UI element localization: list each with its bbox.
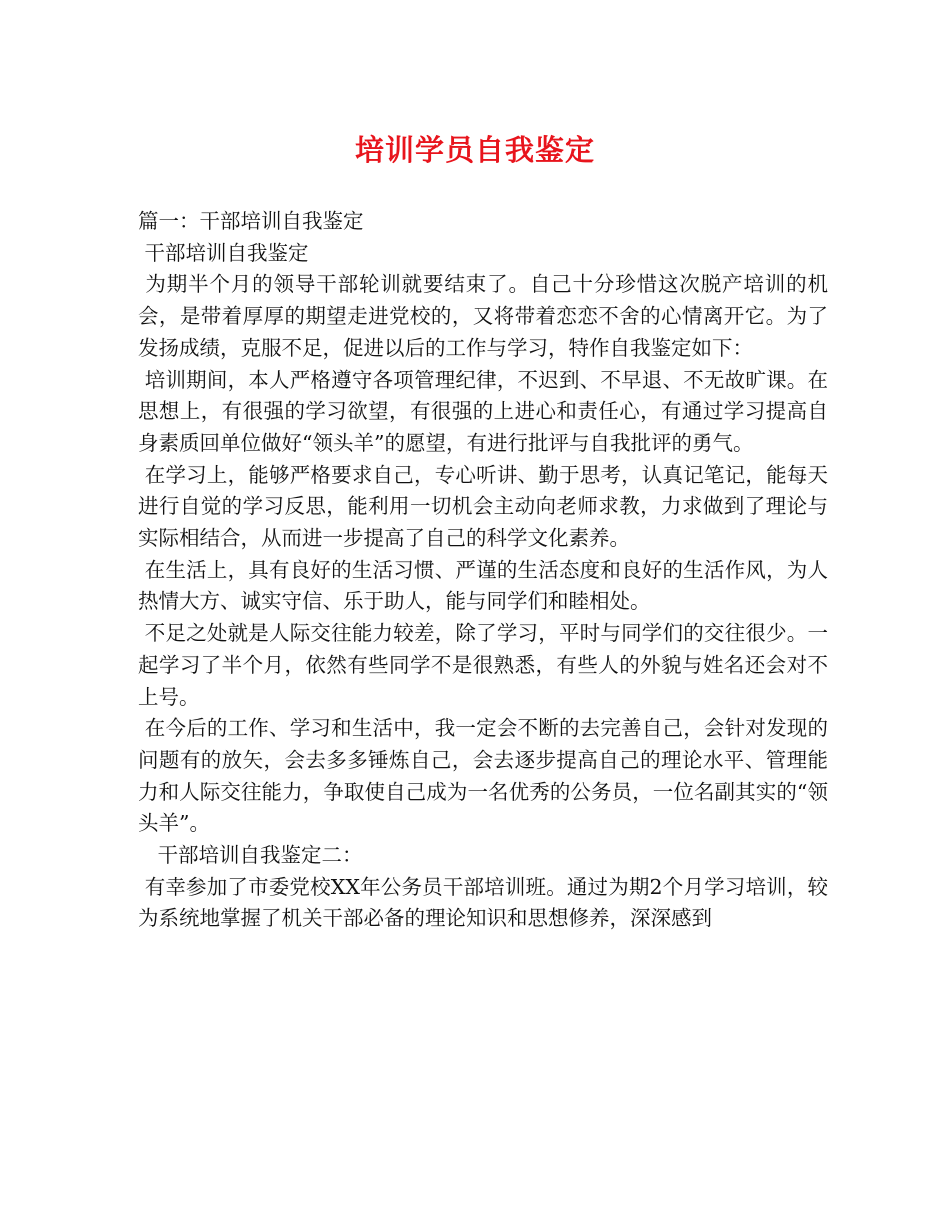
paragraph: 培训期间，本人严格遵守各项管理纪律，不迟到、不早退、不无故旷课。在思想上，有很强的学习欲望，有很强的上进心和责任心，有通过学习提高自身素质回单位做好“领头羊”的愿望，有进行批评与自我批评的勇气。 <box>138 367 828 455</box>
document-title: 培训学员自我鉴定 <box>354 133 595 167</box>
paragraph: 为期半个月的领导干部轮训就要结束了。自己十分珍惜这次脱产培训的机会，是带着厚厚的期望走进党校的，又将带着恋恋不舍的心情离开它。为了发扬成绩，克服不足，促进以后的工作与学习，特作自我鉴定如下： <box>138 272 828 360</box>
document-body <box>138 206 828 935</box>
paragraph: 在生活上，具有良好的生活习惯、严谨的生活态度和良好的生活作风，为人热情大方、诚实守信、乐于助人，能与同学们和睦相处。 <box>138 557 828 614</box>
sub-heading: 干部培训自我鉴定 <box>138 240 309 265</box>
paragraph: 在今后的工作、学习和生活中，我一定会不断的去完善自己，会针对发现的问题有的放矢，会去多多锤炼自己，会去逐步提高自己的理论水平、管理能力和人际交往能力，争取使自己成为一名优秀的公务员，一位名副其实的“领头羊”。 <box>138 716 828 836</box>
paragraph: 不足之处就是人际交往能力较差，除了学习，平时与同学们的交往很少。一起学习了半个月，依然有些同学不是很熟悉，有些人的外貌与姓名还会对不上号。 <box>138 621 828 709</box>
section-heading: 篇一：干部培训自我鉴定 <box>138 209 364 233</box>
paragraph: 在学习上，能够严格要求自己，专心听讲、勤于思考，认真记笔记，能每天进行自觉的学习反思，能利用一切机会主动向老师求教，力求做到了理论与实际相结合，从而进一步提高了自己的科学文化素养。 <box>138 462 828 551</box>
paragraph: 有幸参加了市委党校XX年公务员干部培训班。通过为期2个月学习培训，较为系统地掌握了机关干部必备的理论知识和思想修养，深深感到 <box>138 874 828 931</box>
sub-heading: 干部培训自我鉴定二： <box>138 843 363 868</box>
